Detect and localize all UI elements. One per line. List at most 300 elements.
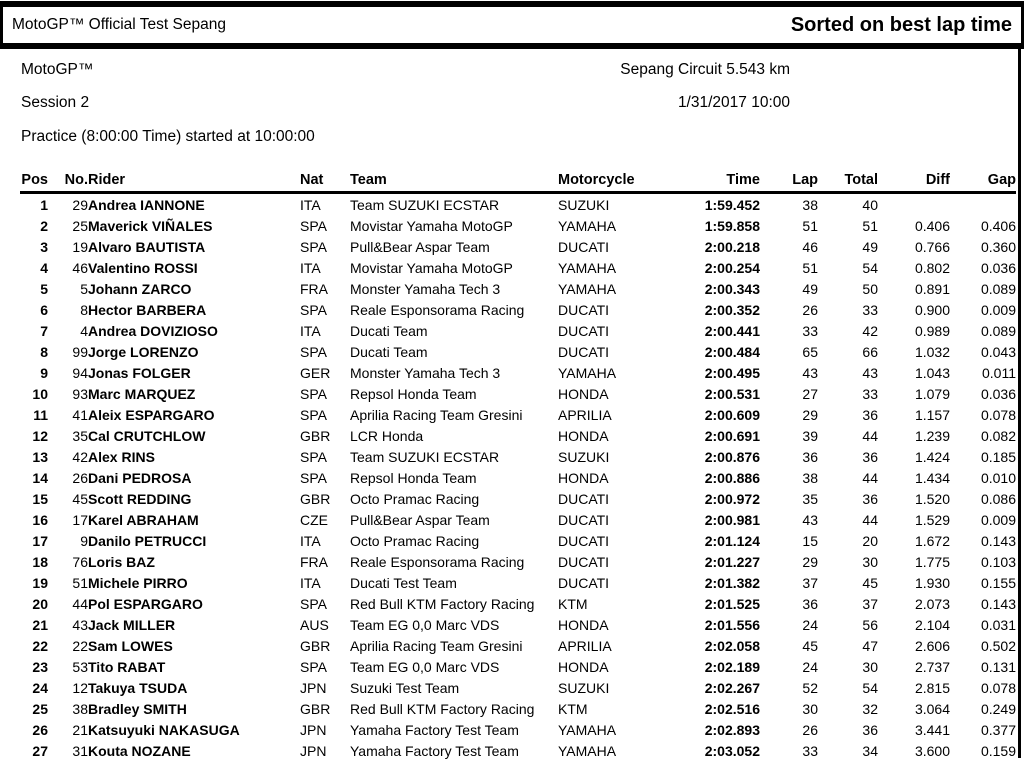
- info-row-practice: [0, 128, 1024, 146]
- table-row: [20, 656, 1016, 677]
- cell-pos: 27: [32, 742, 48, 759]
- cell-no: 12: [72, 679, 88, 696]
- cell-no: 42: [72, 448, 88, 465]
- cell-gap: 0.360: [980, 238, 1016, 255]
- cell-nat: GER: [300, 364, 331, 381]
- cell-team: Ducati Team: [350, 343, 428, 360]
- cell-diff: 2.104: [914, 616, 950, 633]
- cell-motorcycle: YAMAHA: [558, 364, 617, 381]
- cell-nat: GBR: [300, 490, 331, 507]
- cell-team: Aprilia Racing Team Gresini: [350, 406, 523, 423]
- page-right-border: [1018, 49, 1021, 758]
- cell-no: 25: [72, 217, 88, 234]
- cell-total: 30: [862, 553, 878, 570]
- cell-rider: Alex RINS: [88, 448, 155, 465]
- sort-order-label: Sorted on best lap time: [790, 13, 1012, 36]
- cell-total: 34: [862, 742, 878, 759]
- cell-motorcycle: DUCATI: [558, 301, 610, 318]
- results-body: [20, 193, 1016, 761]
- cell-rider: Katsuyuki NAKASUGA: [88, 721, 240, 738]
- cell-no: 19: [72, 238, 88, 255]
- cell-total: 47: [862, 637, 878, 654]
- cell-gap: 0.249: [980, 700, 1016, 717]
- cell-time: 2:00.981: [704, 511, 760, 528]
- cell-rider: Andrea DOVIZIOSO: [88, 322, 218, 339]
- cell-lap: 46: [802, 238, 818, 255]
- cell-gap: 0.082: [980, 427, 1016, 444]
- cell-motorcycle: DUCATI: [558, 490, 610, 507]
- cell-team: Monster Yamaha Tech 3: [350, 364, 501, 381]
- cell-rider: Jonas FOLGER: [88, 364, 191, 381]
- table-row: [20, 635, 1016, 656]
- cell-lap: 33: [802, 322, 818, 339]
- cell-rider: Maverick VIÑALES: [88, 217, 213, 234]
- cell-gap: 0.009: [980, 301, 1016, 318]
- cell-team: Pull&Bear Aspar Team: [350, 238, 490, 255]
- cell-nat: ITA: [300, 574, 321, 591]
- cell-diff: 2.606: [914, 637, 950, 654]
- cell-motorcycle: DUCATI: [558, 532, 610, 549]
- cell-no: 22: [72, 637, 88, 654]
- cell-motorcycle: DUCATI: [558, 511, 610, 528]
- cell-total: 20: [862, 532, 878, 549]
- cell-gap: 0.031: [980, 616, 1016, 633]
- column-header-motorcycle: Motorcycle: [558, 165, 688, 193]
- table-row: [20, 614, 1016, 635]
- table-header-row: [20, 165, 1016, 193]
- cell-diff: 3.600: [914, 742, 950, 759]
- cell-diff: 0.406: [914, 217, 950, 234]
- cell-nat: JPN: [300, 721, 327, 738]
- table-row: [20, 572, 1016, 593]
- cell-diff: 1.520: [914, 490, 950, 507]
- cell-nat: GBR: [300, 700, 331, 717]
- cell-gap: 0.089: [980, 280, 1016, 297]
- cell-rider: Valentino ROSSI: [88, 259, 198, 276]
- cell-time: 2:02.516: [704, 700, 760, 717]
- cell-pos: 23: [32, 658, 48, 675]
- cell-pos: 10: [32, 385, 48, 402]
- cell-pos: 3: [40, 238, 48, 255]
- cell-nat: CZE: [300, 511, 328, 528]
- cell-total: 44: [862, 511, 878, 528]
- cell-team: Ducati Test Team: [350, 574, 457, 591]
- cell-nat: ITA: [300, 259, 321, 276]
- cell-no: 94: [72, 364, 88, 381]
- cell-diff: 1.157: [914, 406, 950, 423]
- cell-motorcycle: HONDA: [558, 385, 609, 402]
- cell-total: 40: [862, 196, 878, 213]
- cell-gap: [950, 193, 1016, 216]
- cell-total: 43: [862, 364, 878, 381]
- cell-team: Ducati Team: [350, 322, 428, 339]
- cell-nat: ITA: [300, 532, 321, 549]
- cell-motorcycle: KTM: [558, 700, 588, 717]
- cell-no: 8: [80, 301, 88, 318]
- session-label: Session 2: [21, 94, 90, 111]
- cell-team: Monster Yamaha Tech 3: [350, 280, 501, 297]
- cell-team: Repsol Honda Team: [350, 385, 477, 402]
- cell-gap: 0.103: [980, 553, 1016, 570]
- cell-motorcycle: DUCATI: [558, 343, 610, 360]
- cell-pos: 17: [32, 532, 48, 549]
- cell-diff: 1.672: [914, 532, 950, 549]
- cell-lap: 27: [802, 385, 818, 402]
- cell-gap: 0.502: [980, 637, 1016, 654]
- cell-gap: 0.036: [980, 385, 1016, 402]
- cell-pos: 24: [32, 679, 48, 696]
- cell-no: 46: [72, 259, 88, 276]
- table-row: [20, 719, 1016, 740]
- cell-team: Red Bull KTM Factory Racing: [350, 700, 535, 717]
- cell-no: 9: [80, 532, 88, 549]
- cell-lap: 15: [802, 532, 818, 549]
- cell-team: Yamaha Factory Test Team: [350, 721, 519, 738]
- cell-time: 2:02.893: [704, 721, 760, 738]
- cell-rider: Johann ZARCO: [88, 280, 192, 297]
- cell-rider: Dani PEDROSA: [88, 469, 192, 486]
- table-row: [20, 677, 1016, 698]
- cell-nat: ITA: [300, 322, 321, 339]
- cell-lap: 49: [802, 280, 818, 297]
- cell-gap: 0.010: [980, 469, 1016, 486]
- cell-total: 42: [862, 322, 878, 339]
- cell-pos: 11: [33, 406, 48, 423]
- cell-pos: 1: [40, 196, 48, 213]
- cell-gap: 0.406: [980, 217, 1016, 234]
- cell-motorcycle: DUCATI: [558, 574, 610, 591]
- cell-total: 32: [862, 700, 878, 717]
- table-row: [20, 278, 1016, 299]
- cell-gap: 0.036: [980, 259, 1016, 276]
- cell-total: 37: [862, 595, 878, 612]
- cell-nat: ITA: [300, 196, 321, 213]
- cell-time: 2:02.267: [704, 679, 760, 696]
- cell-total: 33: [862, 385, 878, 402]
- document-header-bar: [0, 1, 1024, 49]
- cell-nat: SPA: [300, 217, 327, 234]
- cell-time: 2:00.531: [704, 385, 760, 402]
- cell-pos: 21: [32, 616, 48, 633]
- cell-diff: 1.529: [914, 511, 950, 528]
- cell-time: 2:00.876: [704, 448, 760, 465]
- cell-diff: 0.989: [914, 322, 950, 339]
- cell-team: Octo Pramac Racing: [350, 532, 480, 549]
- cell-total: 44: [862, 469, 878, 486]
- cell-pos: 2: [40, 217, 48, 234]
- table-row: [20, 193, 1016, 216]
- column-header-pos: Pos: [20, 165, 48, 193]
- cell-lap: 65: [802, 343, 818, 360]
- cell-lap: 24: [802, 616, 818, 633]
- column-header-team: Team: [350, 165, 558, 193]
- cell-lap: 29: [802, 553, 818, 570]
- cell-total: 36: [862, 406, 878, 423]
- cell-no: 29: [72, 196, 88, 213]
- table-row: [20, 299, 1016, 320]
- cell-team: Reale Esponsorama Racing: [350, 301, 525, 318]
- cell-motorcycle: YAMAHA: [558, 217, 617, 234]
- cell-diff: 0.891: [914, 280, 950, 297]
- cell-pos: 18: [32, 553, 48, 570]
- cell-nat: SPA: [300, 343, 327, 360]
- cell-total: 33: [862, 301, 878, 318]
- cell-lap: 45: [802, 637, 818, 654]
- cell-nat: SPA: [300, 238, 327, 255]
- cell-nat: GBR: [300, 427, 331, 444]
- cell-nat: SPA: [300, 406, 327, 423]
- info-row-class-circuit: [0, 61, 1024, 79]
- practice-status-label: Practice (8:00:00 Time) started at 10:00:00: [21, 128, 315, 145]
- cell-total: 45: [862, 574, 878, 591]
- cell-diff: 1.043: [914, 364, 950, 381]
- cell-motorcycle: YAMAHA: [558, 721, 617, 738]
- cell-nat: FRA: [300, 553, 328, 570]
- cell-rider: Tito RABAT: [88, 658, 166, 675]
- cell-lap: 24: [802, 658, 818, 675]
- cell-lap: 39: [802, 427, 818, 444]
- cell-team: Team SUZUKI ECSTAR: [350, 448, 500, 465]
- cell-no: 17: [72, 511, 88, 528]
- cell-no: 31: [72, 742, 88, 759]
- cell-lap: 43: [802, 364, 818, 381]
- cell-pos: 15: [32, 490, 48, 507]
- cell-rider: Andrea IANNONE: [88, 196, 205, 213]
- cell-lap: 38: [802, 196, 818, 213]
- cell-motorcycle: APRILIA: [558, 637, 612, 654]
- cell-diff: 1.032: [914, 343, 950, 360]
- cell-pos: 4: [40, 259, 48, 276]
- cell-rider: Kouta NOZANE: [88, 742, 191, 759]
- column-header-total: Total: [818, 165, 878, 193]
- cell-pos: 16: [32, 511, 48, 528]
- cell-rider: Bradley SMITH: [88, 700, 187, 717]
- cell-lap: 52: [802, 679, 818, 696]
- cell-no: 26: [72, 469, 88, 486]
- info-row-session-date: [0, 94, 1024, 112]
- cell-lap: 30: [802, 700, 818, 717]
- cell-no: 5: [80, 280, 88, 297]
- cell-rider: Hector BARBERA: [88, 301, 207, 318]
- cell-lap: 37: [802, 574, 818, 591]
- cell-nat: AUS: [300, 616, 329, 633]
- column-header-time: Time: [688, 165, 760, 193]
- cell-lap: 26: [802, 721, 818, 738]
- table-row: [20, 236, 1016, 257]
- cell-motorcycle: HONDA: [558, 616, 609, 633]
- cell-total: 44: [862, 427, 878, 444]
- cell-nat: SPA: [300, 448, 327, 465]
- cell-rider: Karel ABRAHAM: [88, 511, 199, 528]
- cell-time: 1:59.858: [704, 217, 760, 234]
- cell-nat: SPA: [300, 385, 327, 402]
- cell-motorcycle: SUZUKI: [558, 679, 610, 696]
- cell-gap: 0.043: [980, 343, 1016, 360]
- cell-pos: 6: [40, 301, 48, 318]
- cell-diff: 2.737: [914, 658, 950, 675]
- table-row: [20, 362, 1016, 383]
- cell-no: 53: [72, 658, 88, 675]
- cell-lap: 35: [802, 490, 818, 507]
- cell-no: 44: [72, 595, 88, 612]
- cell-no: 41: [72, 406, 88, 423]
- column-header-rider: Rider: [88, 165, 300, 193]
- cell-team: Team EG 0,0 Marc VDS: [350, 616, 500, 633]
- cell-time: 2:00.484: [704, 343, 760, 360]
- cell-diff: 1.930: [914, 574, 950, 591]
- table-row: [20, 698, 1016, 719]
- cell-no: 21: [72, 721, 88, 738]
- cell-diff: 2.815: [914, 679, 950, 696]
- cell-no: 99: [72, 343, 88, 360]
- column-header-diff: Diff: [878, 165, 950, 193]
- cell-total: 36: [862, 448, 878, 465]
- cell-rider: Cal CRUTCHLOW: [88, 427, 206, 444]
- results-table: [20, 165, 1016, 761]
- table-row: [20, 593, 1016, 614]
- cell-gap: 0.159: [980, 742, 1016, 759]
- cell-team: Team SUZUKI ECSTAR: [350, 196, 500, 213]
- cell-total: 66: [862, 343, 878, 360]
- table-row: [20, 467, 1016, 488]
- cell-motorcycle: SUZUKI: [558, 448, 610, 465]
- cell-no: 38: [72, 700, 88, 717]
- cell-rider: Sam LOWES: [88, 637, 173, 654]
- table-row: [20, 383, 1016, 404]
- table-row: [20, 551, 1016, 572]
- cell-pos: 5: [40, 280, 48, 297]
- cell-nat: SPA: [300, 469, 327, 486]
- cell-gap: 0.377: [980, 721, 1016, 738]
- cell-rider: Michele PIRRO: [88, 574, 188, 591]
- cell-time: 2:00.352: [704, 301, 760, 318]
- cell-diff: 0.802: [914, 259, 950, 276]
- cell-gap: 0.011: [982, 364, 1016, 381]
- cell-lap: 38: [802, 469, 818, 486]
- cell-diff: 3.441: [914, 721, 950, 738]
- cell-nat: SPA: [300, 595, 327, 612]
- cell-team: Octo Pramac Racing: [350, 490, 480, 507]
- cell-no: 45: [72, 490, 88, 507]
- cell-time: 1:59.452: [704, 196, 760, 213]
- cell-diff: 1.239: [914, 427, 950, 444]
- table-row: [20, 530, 1016, 551]
- cell-team: Yamaha Factory Test Team: [350, 742, 519, 759]
- cell-motorcycle: YAMAHA: [558, 259, 617, 276]
- column-header-gap: Gap: [950, 165, 1016, 193]
- cell-diff: 1.434: [914, 469, 950, 486]
- cell-gap: 0.078: [980, 679, 1016, 696]
- cell-pos: 26: [32, 721, 48, 738]
- cell-team: Suzuki Test Team: [350, 679, 460, 696]
- cell-motorcycle: DUCATI: [558, 238, 610, 255]
- table-row: [20, 341, 1016, 362]
- cell-gap: 0.086: [980, 490, 1016, 507]
- cell-team: Reale Esponsorama Racing: [350, 553, 525, 570]
- cell-motorcycle: HONDA: [558, 427, 609, 444]
- cell-gap: 0.155: [980, 574, 1016, 591]
- cell-time: 2:01.124: [704, 532, 760, 549]
- cell-total: 49: [862, 238, 878, 255]
- cell-lap: 51: [802, 259, 818, 276]
- column-header-no: No.: [48, 165, 88, 193]
- cell-total: 54: [862, 259, 878, 276]
- table-row: [20, 425, 1016, 446]
- cell-lap: 26: [802, 301, 818, 318]
- cell-no: 51: [72, 574, 88, 591]
- cell-diff: 2.073: [914, 595, 950, 612]
- table-row: [20, 488, 1016, 509]
- document-title: MotoGP™ Official Test Sepang: [12, 16, 226, 33]
- cell-diff: 3.064: [914, 700, 950, 717]
- cell-pos: 25: [32, 700, 48, 717]
- cell-lap: 43: [802, 511, 818, 528]
- cell-motorcycle: SUZUKI: [558, 196, 610, 213]
- cell-motorcycle: HONDA: [558, 469, 609, 486]
- column-header-nat: Nat: [300, 165, 350, 193]
- cell-lap: 33: [802, 742, 818, 759]
- cell-pos: 19: [32, 574, 48, 591]
- cell-total: 36: [862, 490, 878, 507]
- datetime-label: 1/31/2017 10:00: [677, 94, 790, 111]
- table-row: [20, 446, 1016, 467]
- cell-total: 30: [862, 658, 878, 675]
- cell-pos: 12: [32, 427, 48, 444]
- cell-motorcycle: KTM: [558, 595, 588, 612]
- cell-team: LCR Honda: [350, 427, 424, 444]
- cell-diff: 0.766: [914, 238, 950, 255]
- cell-pos: 8: [40, 343, 48, 360]
- cell-rider: Scott REDDING: [88, 490, 192, 507]
- circuit-label: Sepang Circuit 5.543 km: [620, 61, 790, 78]
- cell-time: 2:00.218: [704, 238, 760, 255]
- cell-lap: 51: [802, 217, 818, 234]
- cell-lap: 29: [802, 406, 818, 423]
- cell-motorcycle: APRILIA: [558, 406, 612, 423]
- cell-no: 93: [72, 385, 88, 402]
- cell-nat: SPA: [300, 658, 327, 675]
- cell-diff: 1.424: [914, 448, 950, 465]
- cell-no: 4: [80, 322, 88, 339]
- cell-nat: JPN: [300, 679, 327, 696]
- cell-nat: JPN: [300, 742, 327, 759]
- cell-pos: 7: [40, 322, 48, 339]
- cell-team: Movistar Yamaha MotoGP: [350, 217, 513, 234]
- cell-time: 2:02.058: [704, 637, 760, 654]
- cell-motorcycle: YAMAHA: [558, 280, 617, 297]
- cell-gap: 0.143: [980, 595, 1016, 612]
- class-label: MotoGP™: [21, 61, 94, 78]
- cell-rider: Jorge LORENZO: [88, 343, 199, 360]
- table-row: [20, 320, 1016, 341]
- cell-team: Aprilia Racing Team Gresini: [350, 637, 523, 654]
- cell-time: 2:01.556: [704, 616, 760, 633]
- cell-pos: 13: [32, 448, 48, 465]
- cell-pos: 9: [40, 364, 48, 381]
- cell-team: Repsol Honda Team: [350, 469, 477, 486]
- cell-time: 2:00.495: [704, 364, 760, 381]
- cell-diff: 1.775: [914, 553, 950, 570]
- cell-total: 54: [862, 679, 878, 696]
- cell-pos: 20: [32, 595, 48, 612]
- cell-no: 35: [72, 427, 88, 444]
- cell-pos: 22: [32, 637, 48, 654]
- cell-nat: GBR: [300, 637, 331, 654]
- cell-time: 2:00.886: [704, 469, 760, 486]
- table-row: [20, 404, 1016, 425]
- cell-rider: Aleix ESPARGARO: [88, 406, 215, 423]
- cell-time: 2:02.189: [704, 658, 760, 675]
